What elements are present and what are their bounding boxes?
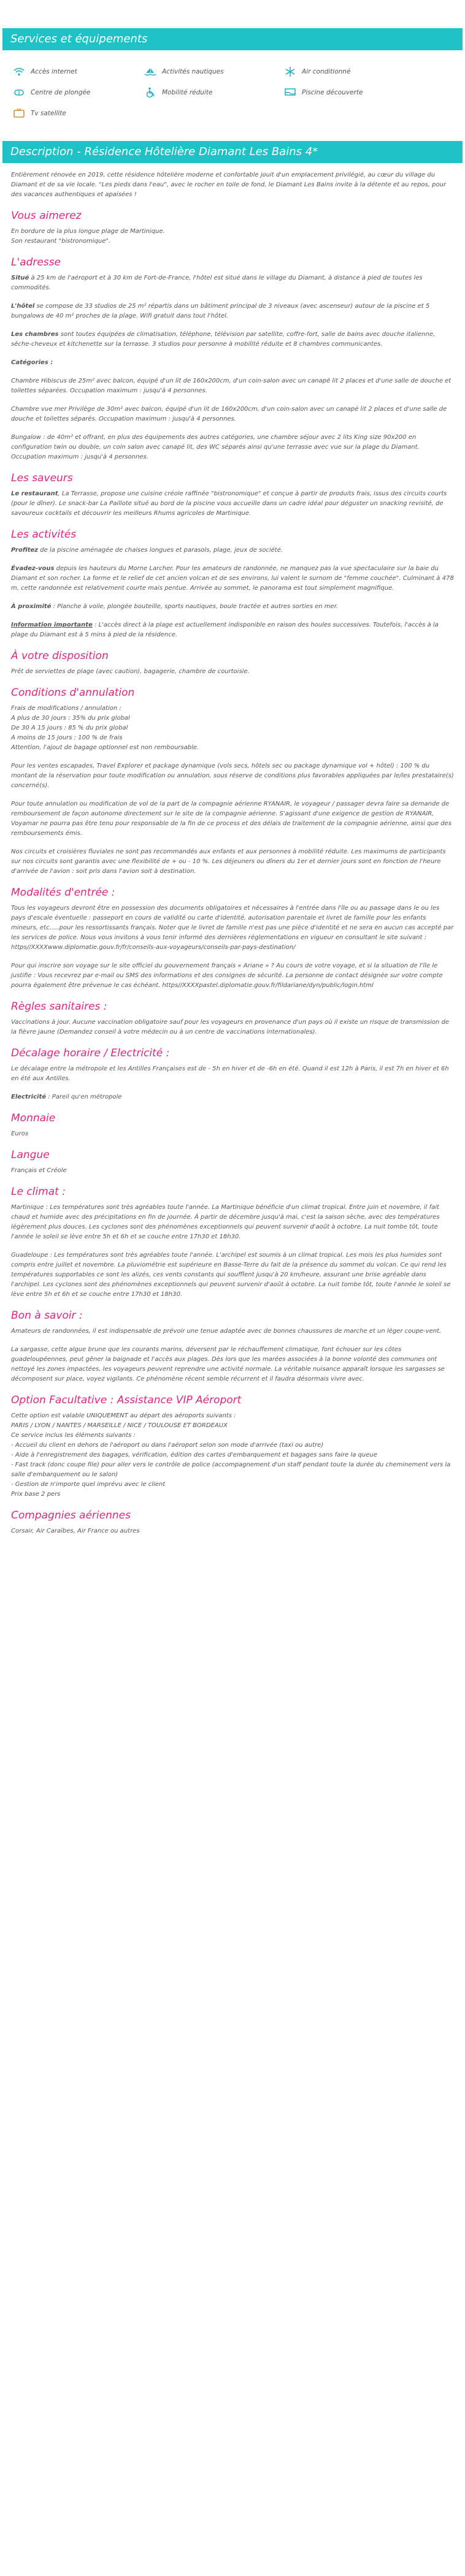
equipment-grid <box>0 50 465 130</box>
paragraph-text: sont toutes équipées de climatisation, téléphone, télévision par satellite, coffre-fort, salle de bains avec douche italienne, sèche-cheveux et kitchenette sur la terrasse. 3 studios pour personne à mobilité réduite et 8 chambres communicantes. <box>11 331 436 348</box>
water-sports-icon <box>144 66 157 77</box>
paragraph: Chambre vue mer Privilège de 30m² avec balcon, équipé d'un lit de 160x200cm, d'un coin-salon avec un canapé lit 2 places et d'une salle de douche et toilettes séparés. Occupation maximum : jusqu'à 4 personnes. <box>11 406 447 422</box>
text-line: PARIS / LYON / NANTES / MARSEILLE / NICE / TOULOUSE ET BORDEAUX <box>11 1422 228 1429</box>
paragraph: Amateurs de randonnées, il est indispensable de prévoir une tenue adaptée avec de bonnes chaussures de marche et un léger coupe-vent. <box>11 1328 442 1335</box>
section-heading: À votre disposition <box>11 650 109 662</box>
equipment-label: Accès internet <box>31 68 77 75</box>
description-content <box>0 163 465 1557</box>
text-line: De 30 A 15 jours : 85 % du prix global <box>11 725 128 731</box>
text-line: A plus de 30 jours : 35% du prix global <box>11 715 130 722</box>
paragraph-text: , La Terrasse, propose une cuisine créole raffinée "bistronomique" et conçue à partir de produits frais, issus des circuits courts (pour le dîner). Le snack-bar La Paillote situé au bord de la piscine vous accueille dans un cadre idéal pour déguster un snacking revisité, de savoureux cocktails et découvrir les meilleurs Rhums agricoles de Martinique. <box>11 490 447 517</box>
equipment-item <box>12 66 144 77</box>
section-heading: Les saveurs <box>11 472 73 484</box>
equipment-label: Tv satellite <box>31 110 66 117</box>
paragraph <box>11 330 454 349</box>
paragraph <box>11 302 454 321</box>
section-heading: Compagnies aériennes <box>11 1509 131 1522</box>
paragraph: Français et Créole <box>11 1167 67 1174</box>
paragraph: Vaccinations à jour. Aucune vaccination obligatoire sauf pour les voyageurs en provenance d'un pays où il existe un risque de transmission de la fièvre jaune (Demandez conseil à votre médecin ou à un centre de vaccinations internationales). <box>11 1019 450 1035</box>
tv-icon <box>12 108 26 119</box>
text-line: Cette option est valable UNIQUEMENT au départ des aéroports suivants : <box>11 1412 236 1419</box>
wifi-icon <box>12 66 26 77</box>
text-line: Frais de modifications / annulation : <box>11 705 121 712</box>
bold-lead: Electricité <box>11 1094 47 1100</box>
paragraph: Chambre Hibiscus de 25m² avec balcon, équipé d'un lit de 160x200cm, d'un coin-salon avec un canapé lit 2 places et d'une salle de douche et toilettes séparées. Occupation maximum : jusqu'à 4 personnes. <box>11 378 452 394</box>
services-section <box>0 28 465 130</box>
text-line: Son restaurant "bistronomique". <box>11 238 111 245</box>
paragraph: Pour les ventes escapades, Travel Explorer et package dynamique (vols secs, hôtels sec ou package dynamique vol + hôtel) : 100 % du montant de la réservation pour toute modification ou annulation, sous réserve de conditions plus favorables appliquées par le/les prestataire(s) concerné(s). <box>11 763 454 789</box>
bold-lead: Information importante <box>11 622 93 628</box>
paragraph-text: à 25 km de l'aéroport et à 30 km de Fort-de-France, l'hôtel est situé dans le village du Diamant, à distance à pied de toutes les commodités. <box>11 275 423 291</box>
paragraph-text: : Pareil qu'en métropole <box>46 1094 122 1100</box>
section-heading: Option Facultative : Assistance VIP Aéroport <box>11 1394 242 1406</box>
text-line: - Accueil du client en dehors de l'aéroport ou dans l'aéroport selon son mode d'arrivée (taxi ou autre) <box>11 1442 324 1449</box>
paragraph: Corsair, Air Caraïbes, Air France ou autres <box>11 1528 140 1534</box>
section-heading: L'adresse <box>11 256 61 269</box>
paragraph: La sargasse, cette algue brune que les courants marins, déversent par le réchauffement climatique, font échouer sur les côtes guadeloupéennes, peut gêner la baignade et l'accès aux plages. Dès lors que les marées associées à la bonne volonté des communes ont nettoyé les zones impactées, les voyageurs peuvent reprendre une activité normale. La véritable nuisance apparaît lorsque les sargasses se décomposent sur place, voyez vigilants. Ce phénomène récent semble récurrent et il faudra désormais vivre avec. <box>11 1346 445 1382</box>
paragraph <box>11 273 454 293</box>
intro-paragraph: Entièrement rénovée en 2019, cette résidence hôtelière moderne et confortable jouit d'un emplacement privilégié, au cœur du village du Diamant et de sa vie locale. "Les pieds dans l'eau", avec le rocher en toile de fond, le Diamant Les Bains invite à la détente et au repos, pour des vacances authentiques et apaisées ! <box>11 172 447 198</box>
equipment-item <box>12 87 144 98</box>
paragraph-text: depuis les hauteurs du Morne Larcher. Pour les amateurs de randonnée, ne manquez pas la vue spectaculaire sur la baie du Diamant et son rocher. La forme et le relief de cet ancien volcan et de ses environs, lui valent le surnom de "femme couchée". Culminant à 478 m, cette randonnée est relativement courte mais pentue. Arrivée au sommet, le panorama est tout simplement magnifique. <box>11 565 454 592</box>
section-heading: Conditions d'annulation <box>11 687 135 699</box>
paragraph-text: : L'accès direct à la plage est actuellement indisponible en raison des houles successives. Toutefois, l'accès à la plage du Diamant est à 5 mins à pied de la résidence. <box>11 622 439 638</box>
section-heading: Monnaie <box>11 1112 56 1124</box>
text-line: A moins de 15 jours : 100 % de frais <box>11 734 123 741</box>
section-heading: Règles sanitaires : <box>11 1000 107 1013</box>
paragraph: Euros <box>11 1130 29 1137</box>
text-line: Attention, l'ajout de bagage optionnel est non remboursable. <box>11 744 199 751</box>
section-heading: Le climat : <box>11 1186 66 1198</box>
bold-lead: Situé <box>11 275 29 281</box>
paragraph-text: de la piscine aménagée de chaises longues et parasols, plage, jeux de société. <box>38 547 283 554</box>
services-title: Services et équipements <box>2 28 463 50</box>
paragraph: Bungalow : de 40m² et offrant, en plus des équipements des autres catégories, une chambre séjour avec 2 lits King size 90x200 en configuration twin ou double, un coin salon avec canapé lit, des WC séparés ainsi qu'une terrasse avec vue sur la plage du Diamant. Occupation maximum : jusqu'à 4 personnes. <box>11 434 420 460</box>
paragraph <box>11 704 454 753</box>
description-section <box>0 141 465 1557</box>
text-line: En bordure de la plus longue plage de Martinique. <box>11 228 165 235</box>
text-line: Ce service inclus les éléments suivants : <box>11 1432 136 1439</box>
equipment-label: Air conditionné <box>302 68 351 75</box>
section-heading: Langue <box>11 1149 50 1161</box>
categories-label: Catégories : <box>11 359 53 366</box>
section-heading: Les activités <box>11 528 77 541</box>
equipment-label: Activités nautiques <box>162 68 224 75</box>
bold-lead: Les chambres <box>11 331 59 338</box>
bold-lead: L'hôtel <box>11 303 35 310</box>
equipment-label: Centre de plongée <box>31 89 91 96</box>
section-heading: Vous aimerez <box>11 210 82 222</box>
equipment-label: Piscine découverte <box>302 89 363 96</box>
text-line: Prix base 2 pers <box>11 1491 61 1498</box>
section-heading: Décalage horaire / Electricité : <box>11 1047 170 1059</box>
paragraph <box>11 620 454 640</box>
description-title: Description - Résidence Hôtelière Diamant Les Bains 4* <box>2 141 463 163</box>
equipment-item <box>144 66 283 77</box>
pool-icon <box>283 87 297 98</box>
section-heading: Modalités d'entrée : <box>11 886 115 899</box>
paragraph: Tous les voyageurs devront être en possession des documents obligatoires et nécessaires à l'entrée dans l'île ou au passage dans le ou les pays d'escale éventuelle : passeport en cours de validité ou carte d'identité, autorisation parentale et livret de famille pour les enfants mineurs, etc.....pour les ressortissants français. Noter que le livret de famille n'est pas une pièce d'identité et ne sera en aucun cas accepté par les services de police. Nous vous invitons à vous tenir informé des dernières réglementations en vigueur en consultant le site suivant : https//XXXXwww.diplomatie.gouv.fr/fr/conseils-aux-voyageurs/conseils-par-pays-destination/ <box>11 905 454 951</box>
equipment-item <box>283 66 417 77</box>
bold-lead: Le restaurant <box>11 490 58 497</box>
bold-lead: Évadez-vous <box>11 565 55 572</box>
wheelchair-icon <box>144 87 157 98</box>
bold-lead: Profitez <box>11 547 39 554</box>
paragraph-text: se compose de 33 studios de 25 m² répartis dans un bâtiment principal de 3 niveaux (avec ascenseur) autour de la piscine et 5 bungalows de 40 m² proches de la plage. Wifi gratuit dans tout l'hôtel. <box>11 303 430 319</box>
paragraph: Guadeloupe : Les températures sont très agréables toute l'année. L'archipel est soumis à un climat tropical. Les mois les plus humides sont compris entre juillet et novembre. La pluviométrie est supérieure en Basse-Terre du fait de la présence du sommet du volcan. Ce qui rend les températures supportables ce sont les alizés, ces vents constants qui soufflent jusqu'à 20 km/heure, assurant une brise agréable dans l'archipel. Les cyclones sont des phénomènes exceptionnels qui peuvent survenir d'août à octobre. La nuit tombe tôt, toute l'année le soleil se lève entre 5h et 6h et se couche entre 17h30 et 18h30. <box>11 1252 451 1298</box>
equipment-label: Mobilité réduite <box>162 89 213 96</box>
diving-icon <box>12 87 26 98</box>
paragraph <box>11 564 454 593</box>
text-line: - Aide à l'enregistrement des bagages, vérification, édition des cartes d'embarquement et bagages sans faire la queue <box>11 1452 377 1458</box>
paragraph: Le décalage entre la métropole et les Antilles Françaises est de - 5h en hiver et de -6h en été. Quand il est 12h à Paris, il est 7h en hiver et 6h en été aux Antilles. <box>11 1065 449 1082</box>
paragraph <box>11 1411 454 1499</box>
paragraph: Martinique : Les températures sont très agréables toute l'année. La Martinique bénéficie d'un climat tropical. Entre juin et novembre, il fait chaud et humide avec des précipitations en fin de journée. À partir de décembre jusqu'à mai, c'est la saison sèche, avec des températures légèrement plus douces. Les cyclones sont des phénomènes exceptionnels qui peuvent survenir d'août à octobre. La nuit tombe tôt, toute l'année le soleil se lève entre 5h et 6h et se couche entre 17h30 et 18h30. <box>11 1204 440 1240</box>
paragraph <box>11 1092 454 1102</box>
section-heading: Bon à savoir : <box>11 1309 83 1322</box>
paragraph: Pour qui inscrire son voyage sur le site officiel du gouvernement français « Ariane » ? Au cours de votre voyage, et si la situation de l'île le justifie : Vous recevrez par e-mail ou SMS des informations et des consignes de sécurité. La personne de contact désignée sur votre compte pourra également être prévenue le cas échéant. https//XXXXpastel.diplomatie.gouv.fr/fildariane/dyn/public/login.html <box>11 962 443 989</box>
paragraph: Pour toute annulation ou modification de vol de la part de la compagnie aérienne RYANAIR, le voyageur / passager devra faire sa demande de remboursement de façon autonome directement sur le site de la compagnie aérienne. S'agissant d'une exigence de gestion de RYANAIR, Voyamar ne pourra pas être tenu pour responsable de la fin de ce process et des délais de traitement de la compagnie aérienne, ainsi que des remboursements émis. <box>11 801 452 837</box>
text-line: - Fast track (donc coupe file) pour aller vers le contrôle de police (accompagnement d'un staff pendant toute la durée du cheminement vers la salle d'embarquement ou le salon) <box>11 1461 451 1478</box>
paragraph-text: : Planche à voile, plongée bouteille, sports nautiques, boule tractée et autres sorties en mer. <box>51 603 339 610</box>
paragraph <box>11 489 454 519</box>
equipment-item <box>283 87 417 98</box>
equipment-item <box>144 87 283 98</box>
paragraph: Prêt de serviettes de plage (avec caution), bagagerie, chambre de courtoisie. <box>11 668 250 675</box>
paragraph: Nos circuits et croisières fluviales ne sont pas recommandés aux enfants et aux personnes à mobilité réduite. Les maximums de participants sur nos circuits sont garantis avec une flexibilité de + ou - 10 %. Les déjeuners ou dîners du 1er et dernier jours sont en fonction de l'heure d'arrivée de l'avion : soit pris dans l'avion soit à destination. <box>11 848 446 875</box>
paragraph <box>11 546 454 555</box>
paragraph <box>11 602 454 612</box>
bold-lead: À proximité <box>11 603 52 610</box>
equipment-item <box>12 108 144 119</box>
snowflake-icon <box>283 66 297 77</box>
text-line: - Gestion de n'importe quel imprévu avec le client <box>11 1481 166 1488</box>
